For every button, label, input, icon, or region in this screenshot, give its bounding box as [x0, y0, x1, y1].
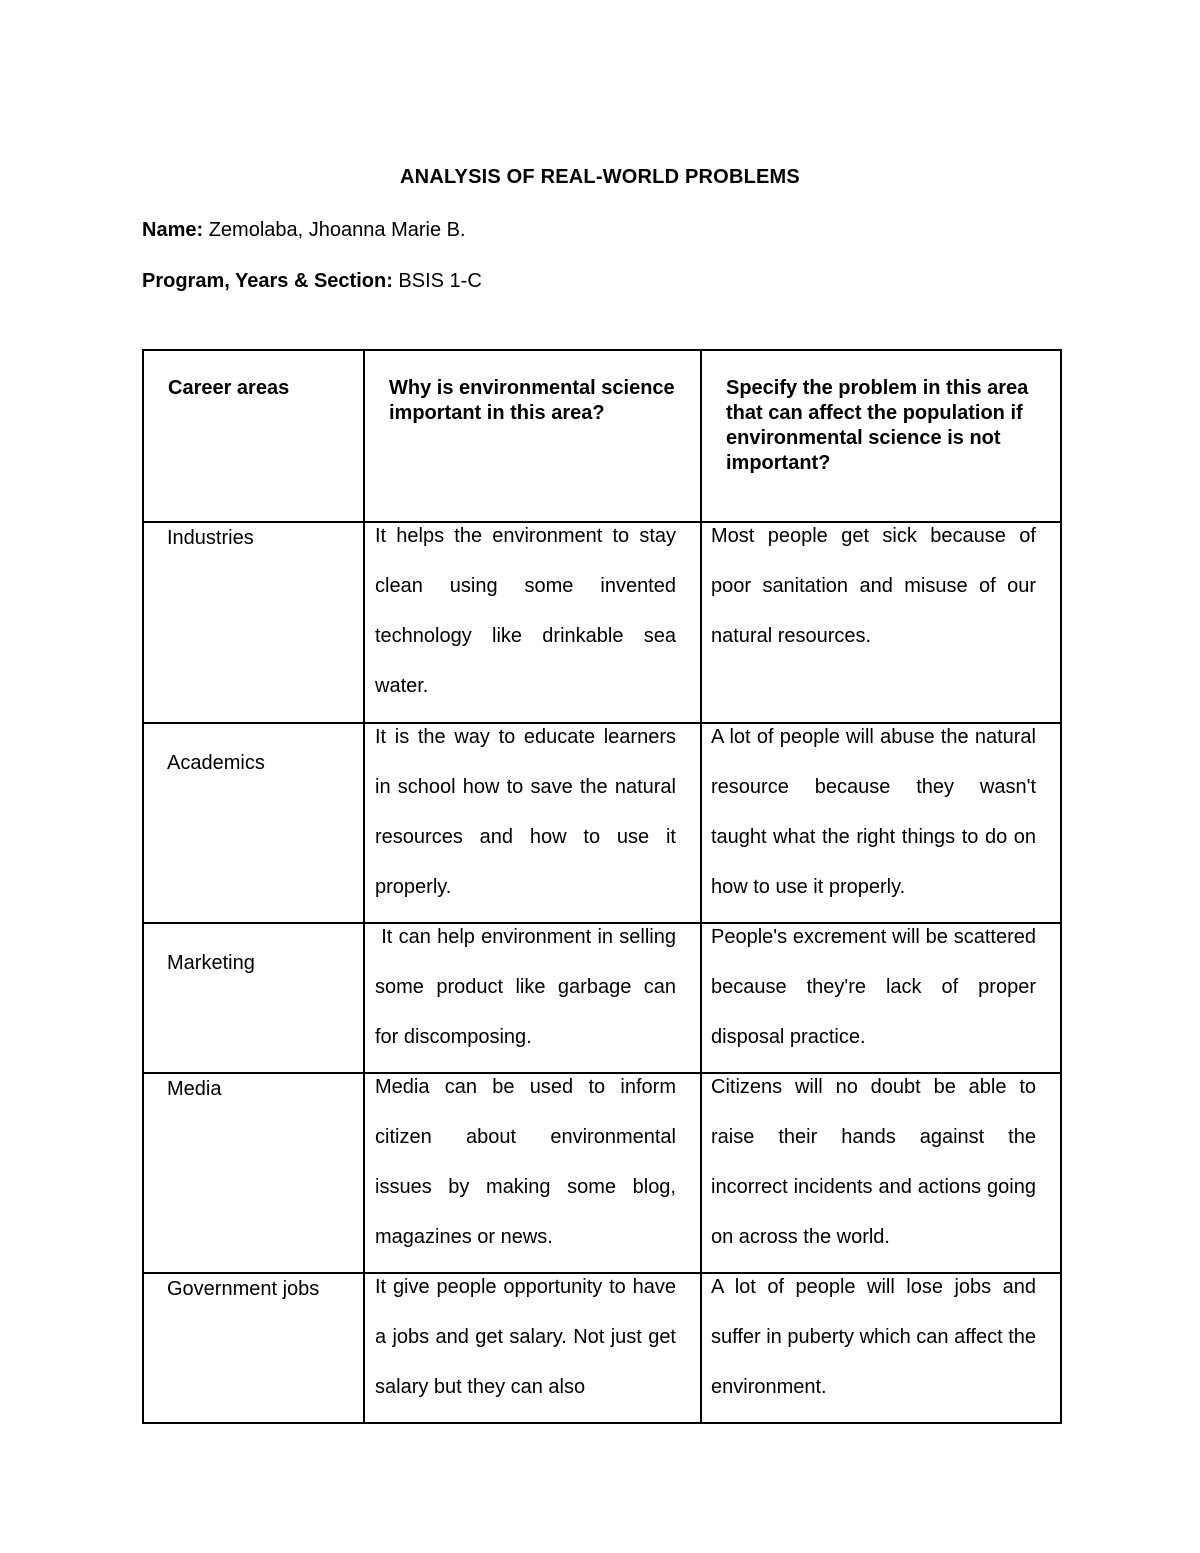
header-career-areas: Career areas — [143, 350, 364, 522]
problem-cell — [701, 1273, 1061, 1423]
header-why-important: Why is environmental science important in this area? — [364, 350, 701, 522]
table-row — [143, 723, 1061, 923]
why-cell — [364, 1073, 701, 1273]
why-cell — [364, 923, 701, 1073]
program-line — [142, 270, 482, 293]
name-label: Name — [142, 219, 197, 241]
why-text: It give people opportunity to have a jobs and get salary. Not just get salary but they can also — [375, 1276, 676, 1398]
page-title: ANALYSIS OF REAL-WORLD PROBLEMS — [400, 166, 800, 188]
career-label: Government jobs — [167, 1278, 320, 1300]
student-name-line — [142, 219, 466, 242]
problem-cell — [701, 1073, 1061, 1273]
table-row — [143, 522, 1061, 723]
table-row — [143, 1273, 1061, 1423]
career-label: Marketing — [167, 952, 255, 974]
why-text: It helps the environment to stay clean using some invented technology like drinkable sea water. — [375, 525, 676, 697]
why-text: It is the way to educate learners in school how to save the natural resources and how to use it properly. — [375, 726, 676, 898]
why-cell — [364, 522, 701, 723]
why-cell — [364, 1273, 701, 1423]
career-label: Media — [167, 1078, 222, 1100]
career-label: Industries — [167, 527, 254, 549]
problem-text: Most people get sick because of poor sanitation and misuse of our natural resources. — [711, 525, 1036, 647]
career-cell — [143, 923, 364, 1073]
table-row — [143, 923, 1061, 1073]
program-colon: : — [386, 270, 393, 292]
analysis-table — [142, 349, 1062, 1424]
why-cell — [364, 723, 701, 923]
problem-text: A lot of people will lose jobs and suffer in puberty which can affect the environment. — [711, 1276, 1037, 1398]
why-text: Media can be used to inform citizen about environmental issues by making some blog, magazines or news. — [375, 1076, 676, 1248]
problem-text: People's excrement will be scattered because they're lack of proper disposal practice. — [711, 926, 1036, 1048]
problem-cell — [701, 723, 1061, 923]
career-cell — [143, 723, 364, 923]
problem-text: Citizens will no doubt be able to raise their hands against the incorrect incidents and actions going on across the world. — [711, 1076, 1036, 1248]
program-label: Program, Years & Section — [142, 270, 387, 292]
name-value: Zemolaba, Jhoanna Marie B. — [208, 219, 466, 241]
why-text: It can help environment in selling some product like garbage can for discomposing. — [375, 926, 682, 1048]
problem-cell — [701, 522, 1061, 723]
career-label: Academics — [167, 752, 265, 774]
problem-cell — [701, 923, 1061, 1073]
career-cell — [143, 522, 364, 723]
career-cell — [143, 1273, 364, 1423]
program-value: BSIS 1-C — [398, 270, 482, 292]
table-header-row — [143, 350, 1061, 522]
name-colon: : — [196, 219, 204, 241]
table-row — [143, 1073, 1061, 1273]
header-specify-problem: Specify the problem in this area that can affect the population if environmental science is not important? — [701, 350, 1061, 522]
problem-text: A lot of people will abuse the natural resource because they wasn't taught what the right things to do on how to use it properly. — [711, 726, 1036, 898]
career-cell — [143, 1073, 364, 1273]
